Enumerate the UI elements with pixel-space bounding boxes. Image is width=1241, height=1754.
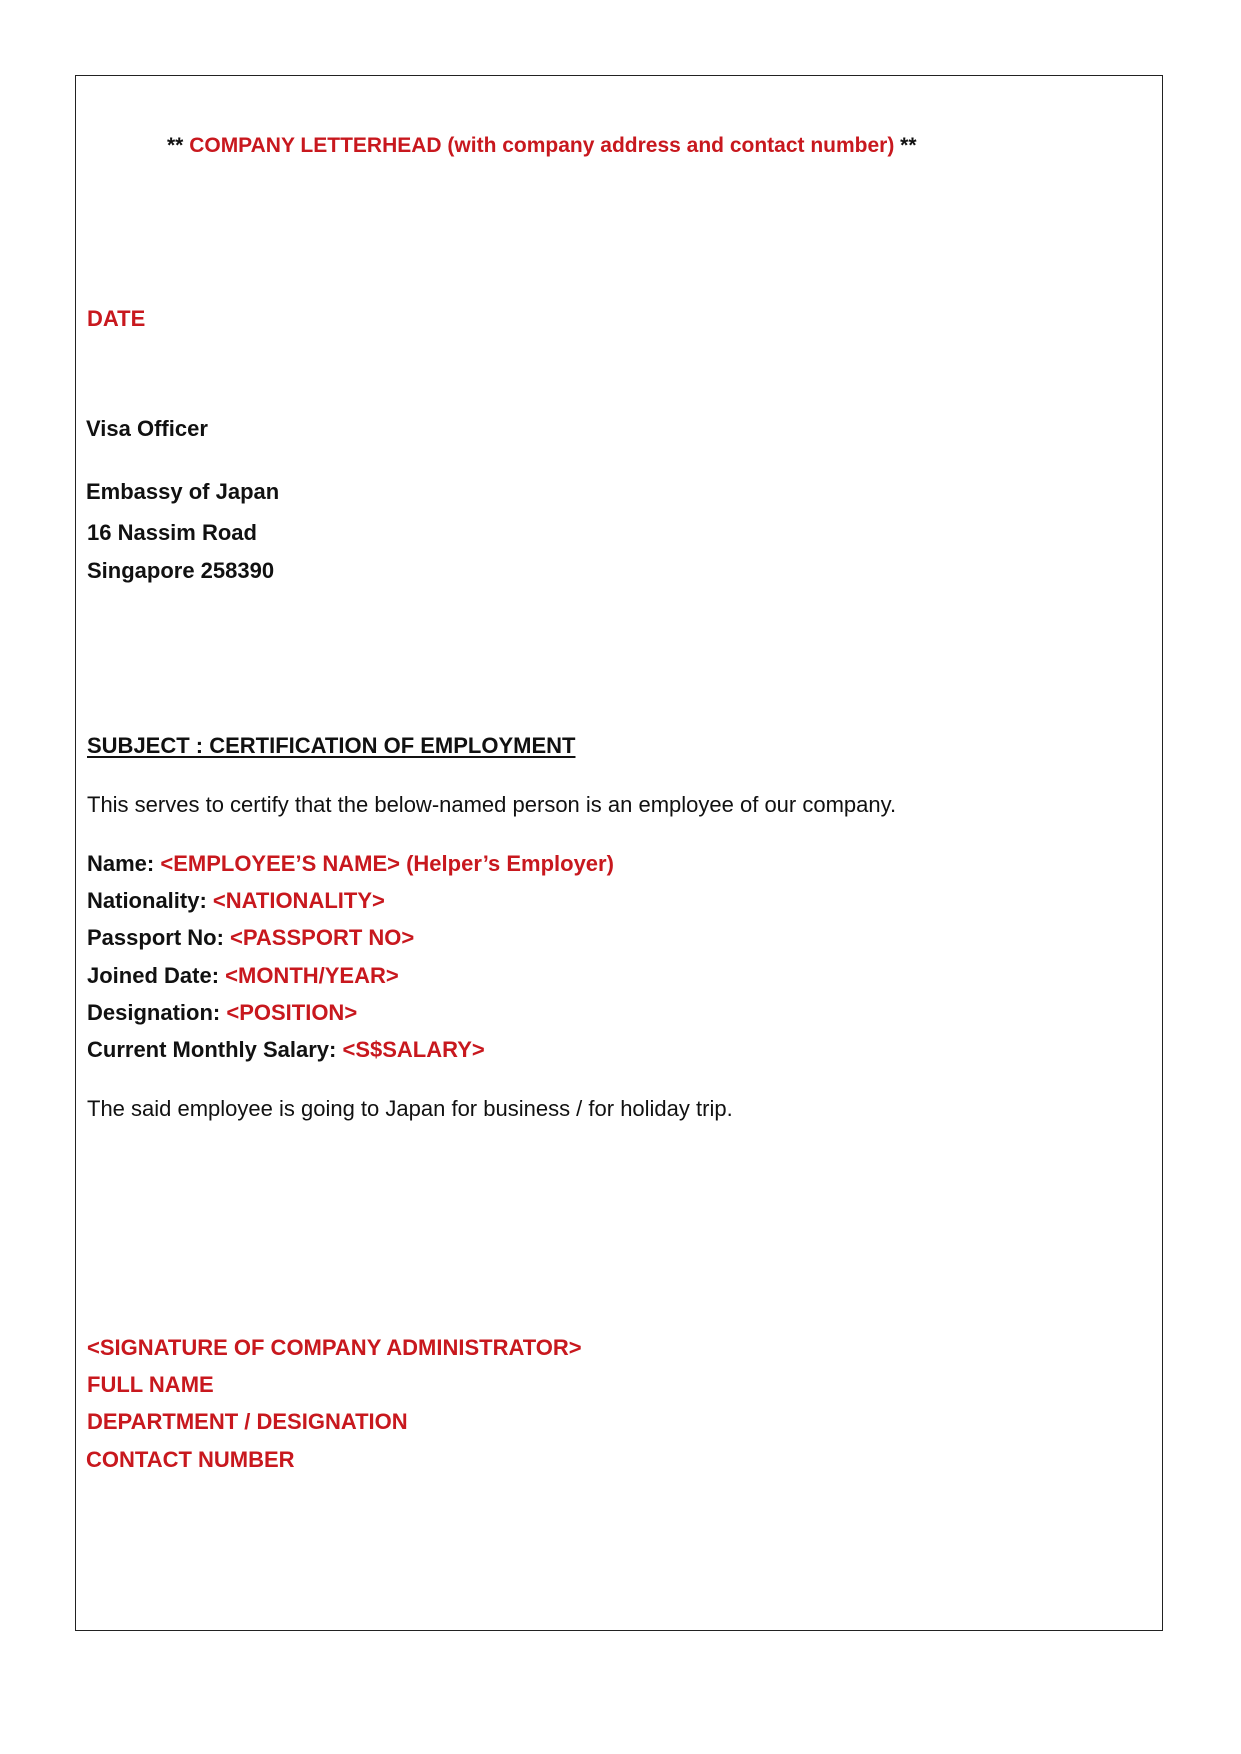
field-value: <MONTH/YEAR>	[225, 963, 399, 988]
field-name	[87, 851, 614, 877]
signature-placeholder: <SIGNATURE OF COMPANY ADMINISTRATOR>	[87, 1335, 582, 1360]
signatory-full-name: FULL NAME	[87, 1372, 214, 1397]
field-label: Passport No:	[87, 925, 231, 950]
field-value: <PASSPORT NO>	[230, 925, 415, 950]
letterhead-text: COMPANY LETTERHEAD (with company address and contact number)	[189, 134, 895, 157]
closing-paragraph: The said employee is going to Japan for business / for holiday trip.	[87, 1096, 733, 1121]
field-label: Designation:	[87, 1000, 227, 1025]
field-label: Nationality:	[87, 888, 213, 913]
date-placeholder: DATE	[87, 306, 146, 331]
letterhead-prefix: **	[167, 134, 190, 157]
field-label: Name:	[87, 851, 161, 876]
field-label: Joined Date:	[87, 963, 226, 988]
signatory-contact: CONTACT NUMBER	[86, 1447, 295, 1472]
field-label: Current Monthly Salary:	[87, 1037, 343, 1062]
field-value: <EMPLOYEE’S NAME> (Helper’s Employer)	[160, 851, 614, 876]
signatory-department: DEPARTMENT / DESIGNATION	[87, 1409, 408, 1434]
field-value: <NATIONALITY>	[212, 888, 385, 913]
field-designation	[87, 1000, 357, 1026]
field-value: <POSITION>	[226, 1000, 358, 1025]
letterhead-suffix: **	[894, 134, 917, 157]
subject-line: SUBJECT : CERTIFICATION OF EMPLOYMENT	[87, 733, 576, 758]
intro-paragraph: This serves to certify that the below-named person is an employee of our company.	[87, 792, 897, 817]
recipient-city: Singapore 258390	[87, 558, 275, 583]
field-passport	[87, 925, 414, 951]
letterhead-placeholder	[167, 133, 917, 159]
recipient-street: 16 Nassim Road	[87, 520, 257, 545]
field-value: <S$SALARY>	[342, 1037, 485, 1062]
field-salary	[87, 1037, 485, 1063]
recipient-title: Visa Officer	[86, 416, 208, 441]
recipient-embassy: Embassy of Japan	[86, 479, 280, 504]
field-nationality	[87, 888, 385, 914]
field-joined-date	[87, 963, 399, 989]
